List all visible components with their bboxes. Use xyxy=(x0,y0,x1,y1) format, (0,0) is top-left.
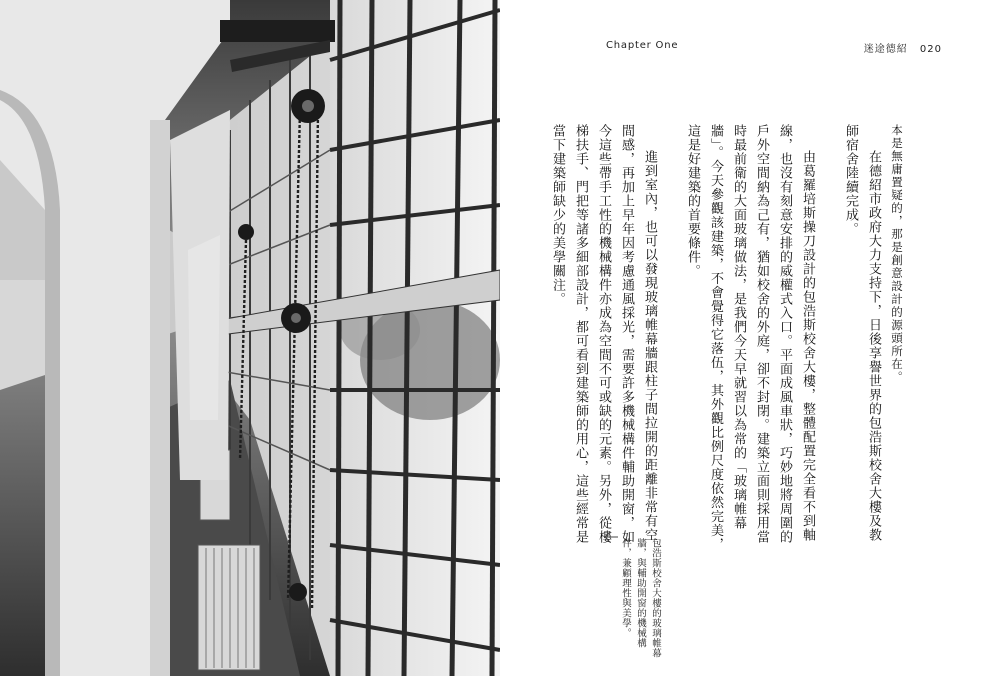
photo-caption: 包浩斯校舍大樓的玻璃帷幕牆，與輔助開窗的機械構件，兼顧理性與美學。 xyxy=(620,538,661,658)
running-header xyxy=(856,40,942,55)
paragraph-2: 由葛羅培斯操刀設計的包浩斯校舍大樓，整體配置完全看不到軸線，也沒有刻意安排的威權式入口。平面成風車狀，巧妙地將周圍的戶外空間納為己有，猶如校舍的外庭，卻不封閉。建築立面則採用當時最前衛的大面玻璃做法，是我們今天早就習以為常的「玻璃帷幕牆」。今天參觀該建築，不會覺得它落伍，其外觀比例尺度依然完美，這是好建築的首要條件。 xyxy=(685,124,815,552)
page-number: 020 xyxy=(919,44,942,55)
left-arrow-icon xyxy=(604,532,618,542)
section-title: 迷途德紹 xyxy=(863,44,908,55)
intro-paragraph: 本是無庸置疑的，那是創意設計的源頭所在。 xyxy=(890,124,904,384)
paragraph-3: 進到室內，也可以發現玻璃帷幕牆跟柱子間拉開的距離非常有空間感，再加上早年因考慮通風採光，需要許多機械構件輔助開窗，如今這些帶手工性的機械構件亦成為空間不可或缺的元素。另外，從樓梯扶手、門把等諸多細部設計，都可看到建築師的用心，這些經常是當下建築師缺少的美學關注。 xyxy=(550,124,657,544)
paragraph-1: 在德紹市政府大力支持下，日後享譽世界的包浩斯校舍大樓及教師宿舍陸續完成。 xyxy=(843,124,881,542)
text-page xyxy=(500,0,1000,676)
body-text xyxy=(550,124,908,554)
chapter-label: Chapter One xyxy=(606,40,679,51)
